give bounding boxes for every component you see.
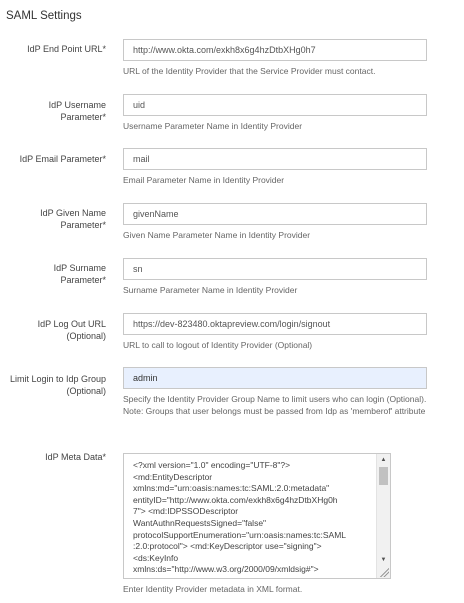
idp-logout-url-input[interactable]: https://dev-823480.oktapreview.com/login/signout xyxy=(123,313,427,335)
idp-metadata-label: IdP Meta Data* xyxy=(45,452,106,462)
idp-logout-url-help: URL to call to logout of Identity Provider (Optional) xyxy=(123,340,313,350)
idp-metadata-scrollbar[interactable] xyxy=(376,454,390,578)
scroll-thumb[interactable] xyxy=(379,467,388,485)
idp-username-parameter-help: Username Parameter Name in Identity Provider xyxy=(123,121,303,131)
idp-given-name-parameter-input[interactable]: givenName xyxy=(123,203,427,225)
idp-endpoint-url-label: IdP End Point URL* xyxy=(27,44,106,54)
limit-login-group-input[interactable]: admin xyxy=(123,367,427,389)
scroll-down-arrow-icon[interactable]: ▼ xyxy=(380,557,387,563)
idp-given-name-parameter-label: IdP Given Name Parameter* xyxy=(40,208,106,230)
idp-username-parameter-input[interactable]: uid xyxy=(123,94,427,116)
limit-login-group-help: Specify the Identity Provider Group Name to limit users who can login (Optional). Note: Groups that user belongs must be passed from Idp as 'memberof' attribute xyxy=(123,394,427,416)
resize-grip-icon[interactable] xyxy=(379,567,389,577)
idp-surname-parameter-help: Surname Parameter Name in Identity Provider xyxy=(123,285,298,295)
scroll-up-arrow-icon[interactable]: ▲ xyxy=(380,457,387,463)
idp-email-parameter-input[interactable]: mail xyxy=(123,148,427,170)
idp-email-parameter-help: Email Parameter Name in Identity Provider xyxy=(123,175,285,185)
idp-username-parameter-label: IdP Username Parameter* xyxy=(48,100,106,122)
idp-metadata-help: Enter Identity Provider metadata in XML format. xyxy=(123,584,303,594)
idp-endpoint-url-input[interactable]: http://www.okta.com/exkh8x6g4hzDtbXHg0h7 xyxy=(123,39,427,61)
idp-logout-url-label: IdP Log Out URL (Optional) xyxy=(37,319,106,341)
idp-given-name-parameter-help: Given Name Parameter Name in Identity Provider xyxy=(123,230,311,240)
idp-email-parameter-label: IdP Email Parameter* xyxy=(19,154,106,164)
idp-metadata-text: <?xml version="1.0" encoding="UTF-8"?> <md:EntityDescriptor xmlns:md="urn:oasis:names:tc:SAML:2.0:metadata" entityID="http://www.okta.com/exkh8x6g4hzDtbXHg0h 7"> <md:IDPSSODescriptor WantAuthnRequestsSigned="false" protocolSupportEnumeration="urn:oasis:names:tc:SAML :2.0:protocol"> <md:KeyDescriptor use="signing"> <ds:KeyInfo xmlns:ds="http://www.w3.org/2000/09/xmldsig#"> xyxy=(133,460,347,575)
idp-surname-parameter-label: IdP Surname Parameter* xyxy=(53,263,106,285)
page-title: SAML Settings xyxy=(6,10,82,22)
idp-endpoint-url-help: URL of the Identity Provider that the Service Provider must contact. xyxy=(123,66,376,76)
idp-metadata-textarea[interactable] xyxy=(123,453,391,579)
idp-surname-parameter-input[interactable]: sn xyxy=(123,258,427,280)
limit-login-group-label: Limit Login to Idp Group (Optional) xyxy=(9,374,106,396)
